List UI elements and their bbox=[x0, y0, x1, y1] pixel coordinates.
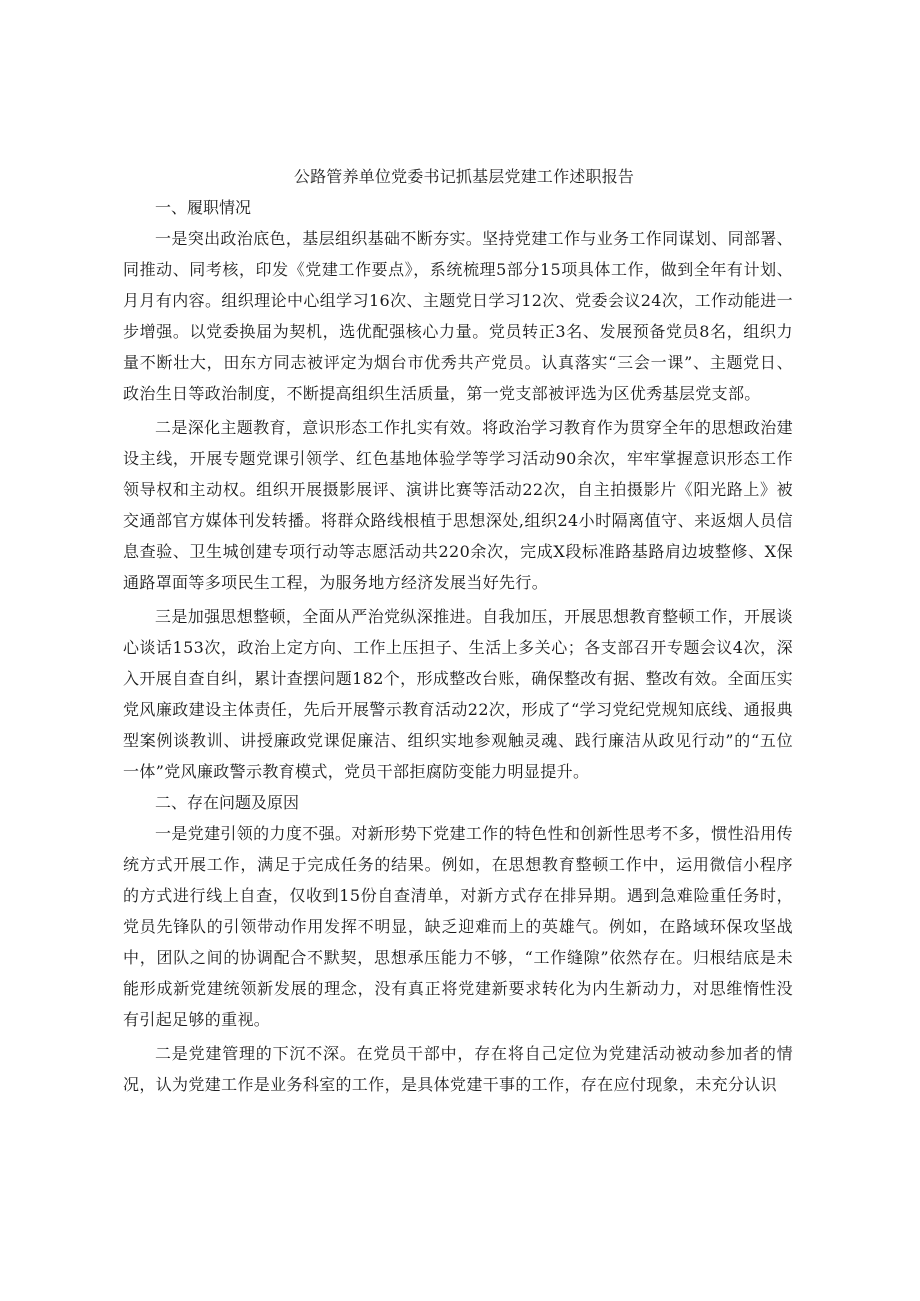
paragraph-1-3: 三是加强思想整顿，全面从严治党纵深推进。自我加压，开展思想教育整顿工作，开展谈心谈话153次，政治上定方向、工作上压担子、生活上多关心；各支部召开专题会议4次，深入开展自查自纠，累计查摆问题182个，形成整改台账，确保整改有据、整改有效。全面压实党风廉政建设主体责任，先后开展警示教育活动22次，形成了“学习党纪党规知底线、通报典型案例谈教训、讲授廉政党课促廉洁、组织实地参观触灵魂、践行廉洁从政见行动”的“五位一体”党风廉政警示教育模式，党员干部拒腐防变能力明显提升。 bbox=[123, 607, 793, 781]
document-page bbox=[123, 162, 793, 1100]
paragraph-1-1: 一是突出政治底色，基层组织基础不断夯实。坚持党建工作与业务工作同谋划、同部署、同推动、同考核，印发《党建工作要点》，系统梳理5部分15项具体工作，做到全年有计划、月月有内容。组织理论中心组学习16次、主题党日学习12次、党委会议24次，工作动能进一步增强。以党委换届为契机，选优配强核心力量。党员转正3名、发展预备党员8名，组织力量不断壮大，田东方同志被评定为烟台市优秀共产党员。认真落实“三会一课”、主题党日、政治生日等政治制度，不断提高组织生活质量，第一党支部被评选为区优秀基层党支部。 bbox=[123, 229, 793, 403]
paragraph-2-1: 一是党建引领的力度不强。对新形势下党建工作的特色性和创新性思考不多，惯性沿用传统方式开展工作，满足于完成任务的结果。例如，在思想教育整顿工作中，运用微信小程序的方式进行线上自查，仅收到15份自查清单，对新方式存在排异期。遇到急难险重任务时，党员先锋队的引领带动作用发挥不明显，缺乏迎难而上的英雄气。例如，在路域环保攻坚战中，团队之间的协调配合不默契，思想承压能力不够，“工作缝隙”依然存在。归根结底是未能形成新党建统领新发展的理念，没有真正将党建新要求转化为内生新动力，对思维惰性没有引起足够的重视。 bbox=[123, 824, 793, 1029]
paragraph-2-2: 二是党建管理的下沉不深。在党员干部中，存在将自己定位为党建活动被动参加者的情况，认为党建工作是业务科室的工作，是具体党建干事的工作，存在应付现象，未充分认识 bbox=[123, 1044, 793, 1094]
section-heading-2: 二、存在问题及原因 bbox=[155, 793, 300, 812]
paragraph-1-2: 二是深化主题教育，意识形态工作扎实有效。将政治学习教育作为贯穿全年的思想政治建设主线，开展专题党课引领学、红色基地体验学等学习活动90余次，牢牢掌握意识形态工作领导权和主动权。组织开展摄影展评、演讲比赛等活动22次，自主拍摄影片《阳光路上》被交通部官方媒体刊发转播。将群众路线根植于思想深处,组织24小时隔离值守、来返烟人员信息查验、卫生城创建专项行动等志愿活动共220余次，完成X段标准路基路肩边坡整修、X保通路罩面等多项民生工程，为服务地方经济发展当好先行。 bbox=[123, 418, 793, 592]
document-title: 公路管养单位党委书记抓基层党建工作述职报告 bbox=[293, 167, 635, 186]
section-heading-1: 一、履职情况 bbox=[155, 198, 252, 217]
